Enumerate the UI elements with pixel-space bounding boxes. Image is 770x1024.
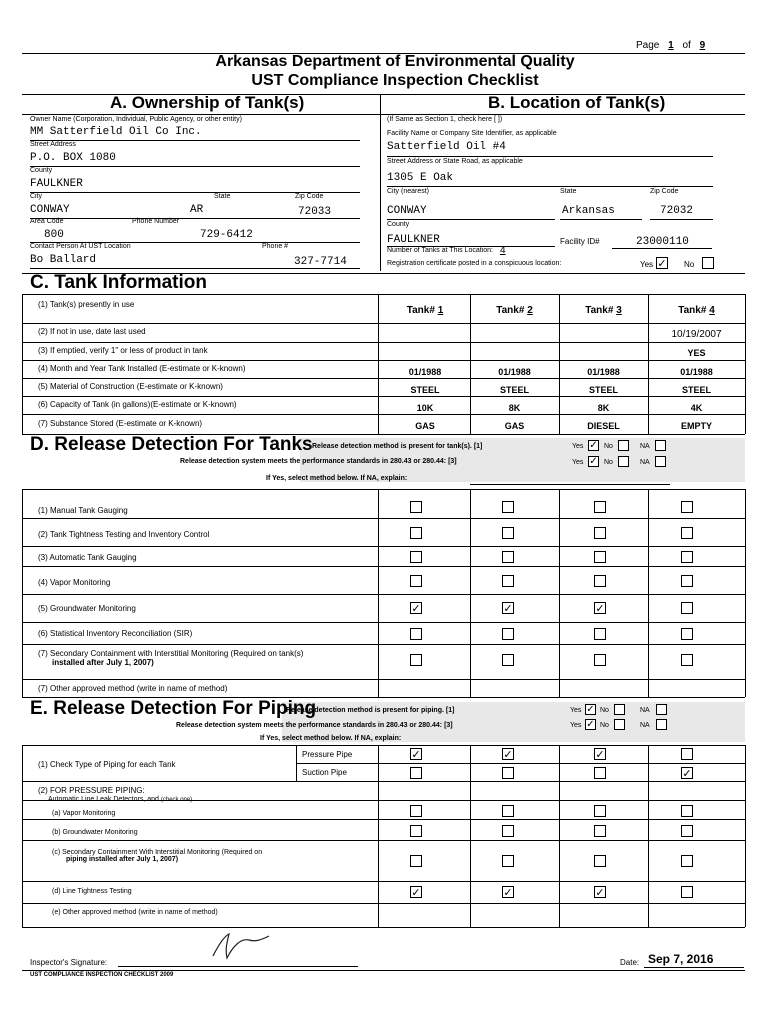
e-q2-no-checkbox[interactable] bbox=[614, 719, 625, 730]
c-row-capacity: (6) Capacity of Tank (in gallons)(E-estimate or K-known) bbox=[38, 400, 237, 409]
section-e-heading: E. Release Detection For Piping bbox=[30, 698, 317, 719]
tank-4-installed: 01/1988 bbox=[680, 367, 713, 377]
e-tightness-tank4-checkbox[interactable] bbox=[681, 886, 693, 898]
e-secondary-tank2-checkbox[interactable] bbox=[502, 855, 514, 867]
registration-no-label: No bbox=[684, 260, 695, 269]
page-total: 9 bbox=[699, 40, 706, 51]
tank-1-header: Tank# 1 bbox=[406, 305, 444, 316]
c-row-substance: (7) Substance Stored (E-estimate or K-known) bbox=[38, 419, 203, 428]
e-row-check-type: (1) Check Type of Piping for each Tank bbox=[38, 760, 176, 769]
tank-3-installed: 01/1988 bbox=[587, 367, 620, 377]
owner-area-label: Area Code bbox=[30, 218, 64, 225]
d-q1-yes-checkbox[interactable]: ✓ bbox=[589, 440, 598, 451]
e-q1-no-checkbox[interactable] bbox=[614, 704, 625, 715]
owner-street-label: Street Address bbox=[30, 141, 76, 148]
owner-zip-label: Zip Code bbox=[295, 193, 324, 200]
site-county-value: FAULKNER bbox=[387, 234, 440, 246]
e-tightness-tank2-checkbox[interactable]: ✓ bbox=[503, 887, 513, 899]
owner-city-label: City bbox=[30, 193, 43, 200]
d-q1-yes-label: Yes bbox=[572, 443, 584, 450]
e-question-method: If Yes, select method below. If NA, explain: bbox=[260, 735, 402, 742]
page-of-label: of bbox=[682, 40, 691, 51]
signature-label: Inspector's Signature: bbox=[30, 958, 108, 967]
section-c-heading: C. Tank Information bbox=[30, 272, 207, 293]
e-pressure-pipe-label: Pressure Pipe bbox=[302, 750, 353, 759]
registration-label: Registration certificate posted in a conspicuous location: bbox=[387, 260, 562, 267]
e-q2-no-label: No bbox=[600, 722, 609, 729]
owner-state-label: State bbox=[214, 193, 231, 200]
d-q2-no-label: No bbox=[604, 459, 613, 466]
e-vapor-tank3-checkbox[interactable] bbox=[594, 805, 606, 817]
c-row-emptied: (3) If emptied, verify 1" or less of product in tank bbox=[38, 346, 208, 355]
tank-1-capacity: 10K bbox=[416, 403, 434, 413]
e-row-groundwater: (b) Groundwater Monitoring bbox=[52, 829, 138, 836]
e-groundwater-tank2-checkbox[interactable] bbox=[502, 825, 514, 837]
site-street-label: Street Address or State Road, as applicable bbox=[387, 158, 523, 165]
e-pressure-heading: (2) FOR PRESSURE PIPING: bbox=[38, 786, 145, 795]
d-row-other: (7) Other approved method (write in name of method) bbox=[38, 684, 228, 693]
e-suction-pipe-label: Suction Pipe bbox=[302, 768, 347, 777]
tank-4-date-last-used: 10/19/2007 bbox=[671, 329, 722, 340]
section-a-heading: A. Ownership of Tank(s) bbox=[110, 93, 305, 112]
tank-1-material: STEEL bbox=[410, 385, 440, 395]
form-title-line1: Arkansas Department of Environmental Quality bbox=[215, 53, 575, 70]
owner-value: MM Satterfield Oil Co Inc. bbox=[30, 126, 202, 138]
d-tightness-tank4-checkbox[interactable] bbox=[681, 527, 693, 539]
inspector-signature bbox=[205, 928, 275, 964]
site-county-label: County bbox=[387, 221, 410, 228]
owner-city-value: CONWAY bbox=[30, 204, 70, 216]
e-groundwater-tank1-checkbox[interactable] bbox=[410, 825, 422, 837]
e-pressure-tank2-checkbox[interactable]: ✓ bbox=[503, 749, 513, 761]
num-tanks-value: 4 bbox=[500, 245, 506, 256]
e-q2-na-label: NA bbox=[640, 722, 650, 729]
d-manual-tank3-checkbox[interactable] bbox=[594, 501, 606, 513]
tank-2-header: Tank# 2 bbox=[496, 305, 533, 316]
e-q1-no-label: No bbox=[600, 707, 609, 714]
contact-label: Contact Person At UST Location bbox=[30, 243, 131, 250]
e-q1-yes-checkbox[interactable]: ✓ bbox=[586, 704, 595, 715]
e-q2-na-checkbox[interactable] bbox=[656, 719, 667, 730]
e-question-standards: Release detection system meets the performance standards in 280.43 or 280.44: [3] bbox=[176, 722, 453, 729]
page-label: Page bbox=[636, 40, 660, 51]
form-id: UST COMPLIANCE INSPECTION CHECKLIST 2009 bbox=[30, 972, 174, 978]
tank-3-substance: DIESEL bbox=[587, 421, 620, 431]
num-tanks-label: Number of Tanks at This Location: bbox=[387, 247, 493, 254]
d-q1-no-label: No bbox=[604, 443, 613, 450]
e-secondary-tank1-checkbox[interactable] bbox=[410, 855, 422, 867]
d-row-tightness-inventory: (2) Tank Tightness Testing and Inventory Control bbox=[38, 530, 210, 539]
e-groundwater-tank4-checkbox[interactable] bbox=[681, 825, 693, 837]
same-as-label: (If Same as Section 1, check here [ ]) bbox=[387, 116, 503, 123]
tank-4-capacity: 4K bbox=[690, 403, 703, 413]
e-row-line-tightness: (d) Line Tightness Testing bbox=[52, 888, 132, 895]
site-street-value: 1305 E Oak bbox=[387, 172, 454, 184]
d-vapor-tank3-checkbox[interactable] bbox=[594, 575, 606, 587]
c-row-date-last-used: (2) If not in use, date last used bbox=[38, 327, 146, 336]
d-groundwater-tank4-checkbox[interactable] bbox=[681, 602, 693, 614]
owner-phone-label: Phone Number bbox=[132, 218, 180, 225]
owner-county-value: FAULKNER bbox=[30, 178, 83, 190]
d-atg-tank3-checkbox[interactable] bbox=[594, 551, 606, 563]
owner-zip-value: 72033 bbox=[298, 206, 332, 218]
e-tightness-tank3-checkbox[interactable]: ✓ bbox=[595, 887, 605, 899]
site-state-value: Arkansas bbox=[562, 205, 615, 217]
d-row-sir: (6) Statistical Inventory Reconciliation (SIR) bbox=[38, 629, 193, 638]
e-q1-yes-label: Yes bbox=[570, 707, 582, 714]
d-q1-na-checkbox[interactable] bbox=[655, 440, 666, 451]
d-atg-tank4-checkbox[interactable] bbox=[681, 551, 693, 563]
tank-4-header: Tank# 4 bbox=[678, 305, 715, 316]
contact-phone-value: 327-7714 bbox=[294, 256, 347, 268]
owner-label: Owner Name (Corporation, Individual, Public Agency, or other entity) bbox=[30, 116, 242, 123]
e-q1-na-label: NA bbox=[640, 707, 650, 714]
d-groundwater-tank3-checkbox[interactable]: ✓ bbox=[595, 603, 605, 615]
tank-2-substance: GAS bbox=[504, 421, 525, 431]
e-pressure-tank1-checkbox[interactable]: ✓ bbox=[411, 749, 421, 761]
owner-street-value: P.O. BOX 1080 bbox=[30, 152, 116, 164]
e-vapor-tank4-checkbox[interactable] bbox=[681, 805, 693, 817]
tank-1-substance: GAS bbox=[415, 421, 435, 431]
e-secondary-tank4-checkbox[interactable] bbox=[681, 855, 693, 867]
e-vapor-tank1-checkbox[interactable] bbox=[410, 805, 422, 817]
inspection-date: Sep 7, 2016 bbox=[648, 952, 714, 966]
c-row-in-use: (1) Tank(s) presently in use bbox=[38, 300, 135, 309]
owner-phone-value: 729-6412 bbox=[200, 229, 253, 241]
d-secondary-tank4-checkbox[interactable] bbox=[681, 654, 693, 666]
contact-phone-label: Phone # bbox=[262, 243, 289, 250]
d-vapor-tank4-checkbox[interactable] bbox=[681, 575, 693, 587]
e-pressure-tank4-checkbox[interactable] bbox=[681, 748, 693, 760]
d-atg-tank1-checkbox[interactable] bbox=[410, 551, 422, 563]
date-label: Date: bbox=[620, 958, 640, 967]
site-city-label: City (nearest) bbox=[387, 188, 430, 195]
d-question-standards: Release detection system meets the performance standards in 280.43 or 280.44: [3] bbox=[180, 458, 457, 465]
e-q1-na-checkbox[interactable] bbox=[656, 704, 667, 715]
section-d-heading: D. Release Detection For Tanks bbox=[30, 434, 313, 455]
e-row-other: (e) Other approved method (write in name of method) bbox=[52, 909, 218, 916]
d-sir-tank2-checkbox[interactable] bbox=[502, 628, 514, 640]
c-row-installed: (4) Month and Year Tank Installed (E-estimate or K-known) bbox=[38, 364, 246, 373]
owner-county-label: County bbox=[30, 167, 53, 174]
d-q2-na-checkbox[interactable] bbox=[655, 456, 666, 467]
e-row-secondary: (c) Secondary Containment With Interstitial Monitoring (Required on piping installed after July 1, 2007) bbox=[52, 849, 263, 863]
owner-state-value: AR bbox=[190, 204, 204, 216]
d-secondary-tank2-checkbox[interactable] bbox=[502, 654, 514, 666]
e-suction-tank2-checkbox[interactable] bbox=[502, 767, 514, 779]
d-vapor-tank2-checkbox[interactable] bbox=[502, 575, 514, 587]
e-q2-yes-label: Yes bbox=[570, 722, 582, 729]
tank-4-material: STEEL bbox=[681, 385, 711, 395]
d-q2-na-label: NA bbox=[640, 459, 650, 466]
d-q2-no-checkbox[interactable] bbox=[618, 456, 629, 467]
d-sir-tank3-checkbox[interactable] bbox=[594, 628, 606, 640]
e-q2-yes-checkbox[interactable]: ✓ bbox=[586, 719, 595, 730]
d-groundwater-tank1-checkbox[interactable]: ✓ bbox=[411, 603, 421, 615]
contact-value: Bo Ballard bbox=[30, 254, 97, 266]
d-tightness-tank1-checkbox[interactable] bbox=[410, 527, 422, 539]
d-row-secondary: (7) Secondary Containment with Interstitial Monitoring (Required on tank(s) installed after July 1, 2007) bbox=[38, 649, 304, 667]
d-sir-tank1-checkbox[interactable] bbox=[410, 628, 422, 640]
c-row-material: (5) Material of Construction (E-estimate or K-known) bbox=[38, 382, 223, 391]
e-alld-label: Automatic Line Leak Detectors, and (check one) bbox=[48, 796, 193, 803]
tank-3-material: STEEL bbox=[588, 385, 618, 395]
d-manual-tank1-checkbox[interactable] bbox=[410, 501, 422, 513]
d-groundwater-tank2-checkbox[interactable]: ✓ bbox=[503, 603, 513, 615]
d-manual-tank2-checkbox[interactable] bbox=[502, 501, 514, 513]
e-row-vapor: (a) Vapor Monitoring bbox=[52, 810, 116, 817]
registration-no-checkbox[interactable] bbox=[702, 257, 714, 269]
tank-4-emptied: YES bbox=[687, 348, 706, 358]
facility-id-value: 23000110 bbox=[636, 236, 689, 248]
e-tightness-tank1-checkbox[interactable]: ✓ bbox=[411, 887, 421, 899]
section-b-heading: B. Location of Tank(s) bbox=[488, 93, 666, 112]
d-q1-no-checkbox[interactable] bbox=[618, 440, 629, 451]
d-secondary-tank1-checkbox[interactable] bbox=[410, 654, 422, 666]
d-q1-na-label: NA bbox=[640, 443, 650, 450]
d-manual-tank4-checkbox[interactable] bbox=[681, 501, 693, 513]
e-vapor-tank2-checkbox[interactable] bbox=[502, 805, 514, 817]
d-q2-yes-checkbox[interactable]: ✓ bbox=[589, 456, 598, 467]
e-suction-tank3-checkbox[interactable] bbox=[594, 767, 606, 779]
tank-2-installed: 01/1988 bbox=[498, 367, 531, 377]
d-vapor-tank1-checkbox[interactable] bbox=[410, 575, 422, 587]
site-state-label: State bbox=[560, 188, 577, 195]
tank-2-material: STEEL bbox=[499, 385, 529, 395]
tank-3-capacity: 8K bbox=[597, 403, 610, 413]
site-zip-value: 72032 bbox=[660, 205, 694, 217]
d-secondary-tank3-checkbox[interactable] bbox=[594, 654, 606, 666]
facility-label: Facility Name or Company Site Identifier, as applicable bbox=[387, 130, 557, 137]
d-tightness-tank2-checkbox[interactable] bbox=[502, 527, 514, 539]
site-city-value: CONWAY bbox=[387, 205, 427, 217]
registration-yes-label: Yes bbox=[640, 260, 654, 269]
d-row-groundwater: (5) Groundwater Monitoring bbox=[38, 604, 136, 613]
page-current: 1 bbox=[668, 40, 674, 51]
form-title-line2: UST Compliance Inspection Checklist bbox=[251, 72, 539, 89]
e-question-present: Release detection method is present for piping. [1] bbox=[286, 707, 455, 714]
tank-3-header: Tank# 3 bbox=[585, 305, 622, 316]
facility-value: Satterfield Oil #4 bbox=[387, 141, 506, 153]
e-groundwater-tank3-checkbox[interactable] bbox=[594, 825, 606, 837]
tank-2-capacity: 8K bbox=[508, 403, 521, 413]
e-pressure-tank3-checkbox[interactable]: ✓ bbox=[595, 749, 605, 761]
e-suction-tank1-checkbox[interactable] bbox=[410, 767, 422, 779]
owner-area-value: 800 bbox=[44, 229, 64, 241]
tank-1-installed: 01/1988 bbox=[408, 367, 442, 377]
e-suction-tank4-checkbox[interactable]: ✓ bbox=[682, 768, 692, 780]
d-sir-tank4-checkbox[interactable] bbox=[681, 628, 693, 640]
facility-id-label: Facility ID# bbox=[560, 237, 600, 246]
d-tightness-tank3-checkbox[interactable] bbox=[594, 527, 606, 539]
d-question-method: If Yes, select method below. If NA, explain: bbox=[266, 475, 408, 482]
d-row-vapor: (4) Vapor Monitoring bbox=[38, 578, 111, 587]
registration-yes-checkbox[interactable]: ✓ bbox=[657, 258, 667, 270]
d-atg-tank2-checkbox[interactable] bbox=[502, 551, 514, 563]
d-row-manual-gauging: (1) Manual Tank Gauging bbox=[38, 506, 128, 515]
page-number bbox=[636, 40, 711, 51]
site-zip-label: Zip Code bbox=[650, 188, 679, 195]
d-q2-yes-label: Yes bbox=[572, 459, 584, 466]
e-secondary-tank3-checkbox[interactable] bbox=[594, 855, 606, 867]
tank-4-substance: EMPTY bbox=[680, 421, 712, 431]
d-row-atg: (3) Automatic Tank Gauging bbox=[38, 553, 137, 562]
d-question-present: Release detection method is present for tank(s). [1] bbox=[312, 443, 483, 450]
